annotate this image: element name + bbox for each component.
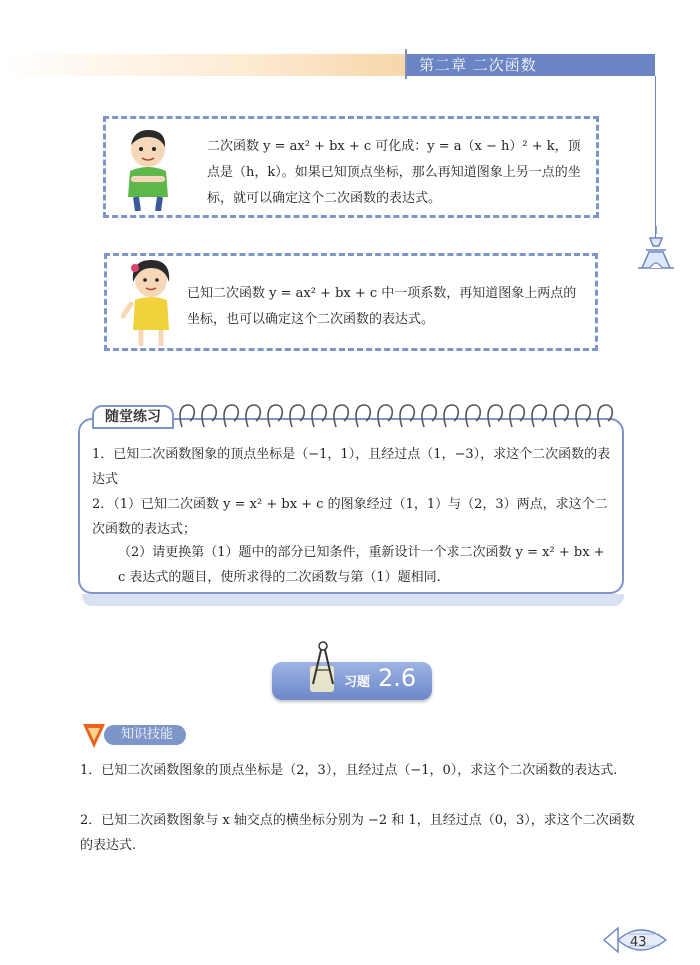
box1-text: 二次函数 y = ax² + bx + c 可化成：y = a（x − h）² + k，顶点是（h，k）。如果已知顶点坐标，那么再知道图象上另一点的坐标，就可以确定这个二次函数的表达式。 — [207, 139, 581, 206]
practice-shadow — [82, 594, 624, 606]
exercise-word: 习题 — [344, 675, 371, 690]
box2-text: 已知二次函数 y = ax² + bx + c 中一项系数，再知道图象上两点的坐标，也可以确定这个二次函数的表达式。 — [187, 286, 577, 327]
note-box-vertex-form — [103, 116, 599, 218]
practice-question-1: 1．已知二次函数图象的顶点坐标是（−1，1），且经过点（1，−3），求这个二次函数的表达式 — [92, 447, 611, 487]
exercise-badge-bg — [272, 662, 432, 700]
page-number: 43 — [630, 935, 647, 950]
compass-icon — [308, 640, 338, 686]
girl-cartoon-icon — [121, 258, 181, 346]
knowledge-title: 知识技能 — [104, 725, 186, 745]
exercise-badge — [272, 640, 432, 702]
practice-question-2b: （2）请更换第（1）题中的部分已知条件，重新设计一个求二次函数 y = x² + bx + c 表达式的题目，使所求得的二次函数与第（1）题相同. — [118, 545, 605, 585]
header-gradient — [0, 54, 405, 76]
knowledge-question-1: 1．已知二次函数图象的顶点坐标是（2，3），且经过点（−1，0），求这个二次函数的表达式. — [80, 763, 618, 778]
chapter-header: 第二章 二次函数 — [407, 54, 655, 76]
spiral-binding-icon — [176, 401, 616, 431]
exercise-number: 2.6 — [378, 664, 417, 692]
page-number-badge — [600, 920, 670, 960]
practice-title: 随堂练习 — [92, 405, 174, 429]
practice-question-2a: 2．（1）已知二次函数 y = x² + bx + c 的图象经过（1，1）与（2，3）两点，求这个二次函数的表达式； — [92, 497, 608, 537]
note-box-two-points — [104, 253, 598, 351]
boy-cartoon-icon — [120, 127, 176, 211]
margin-line — [655, 76, 656, 238]
tower-icon — [636, 224, 676, 272]
knowledge-question-2: 2．已知二次函数图象与 x 轴交点的横坐标分别为 −2 和 1，且经过点（0，3），求这个二次函数的表达式. — [80, 813, 635, 853]
